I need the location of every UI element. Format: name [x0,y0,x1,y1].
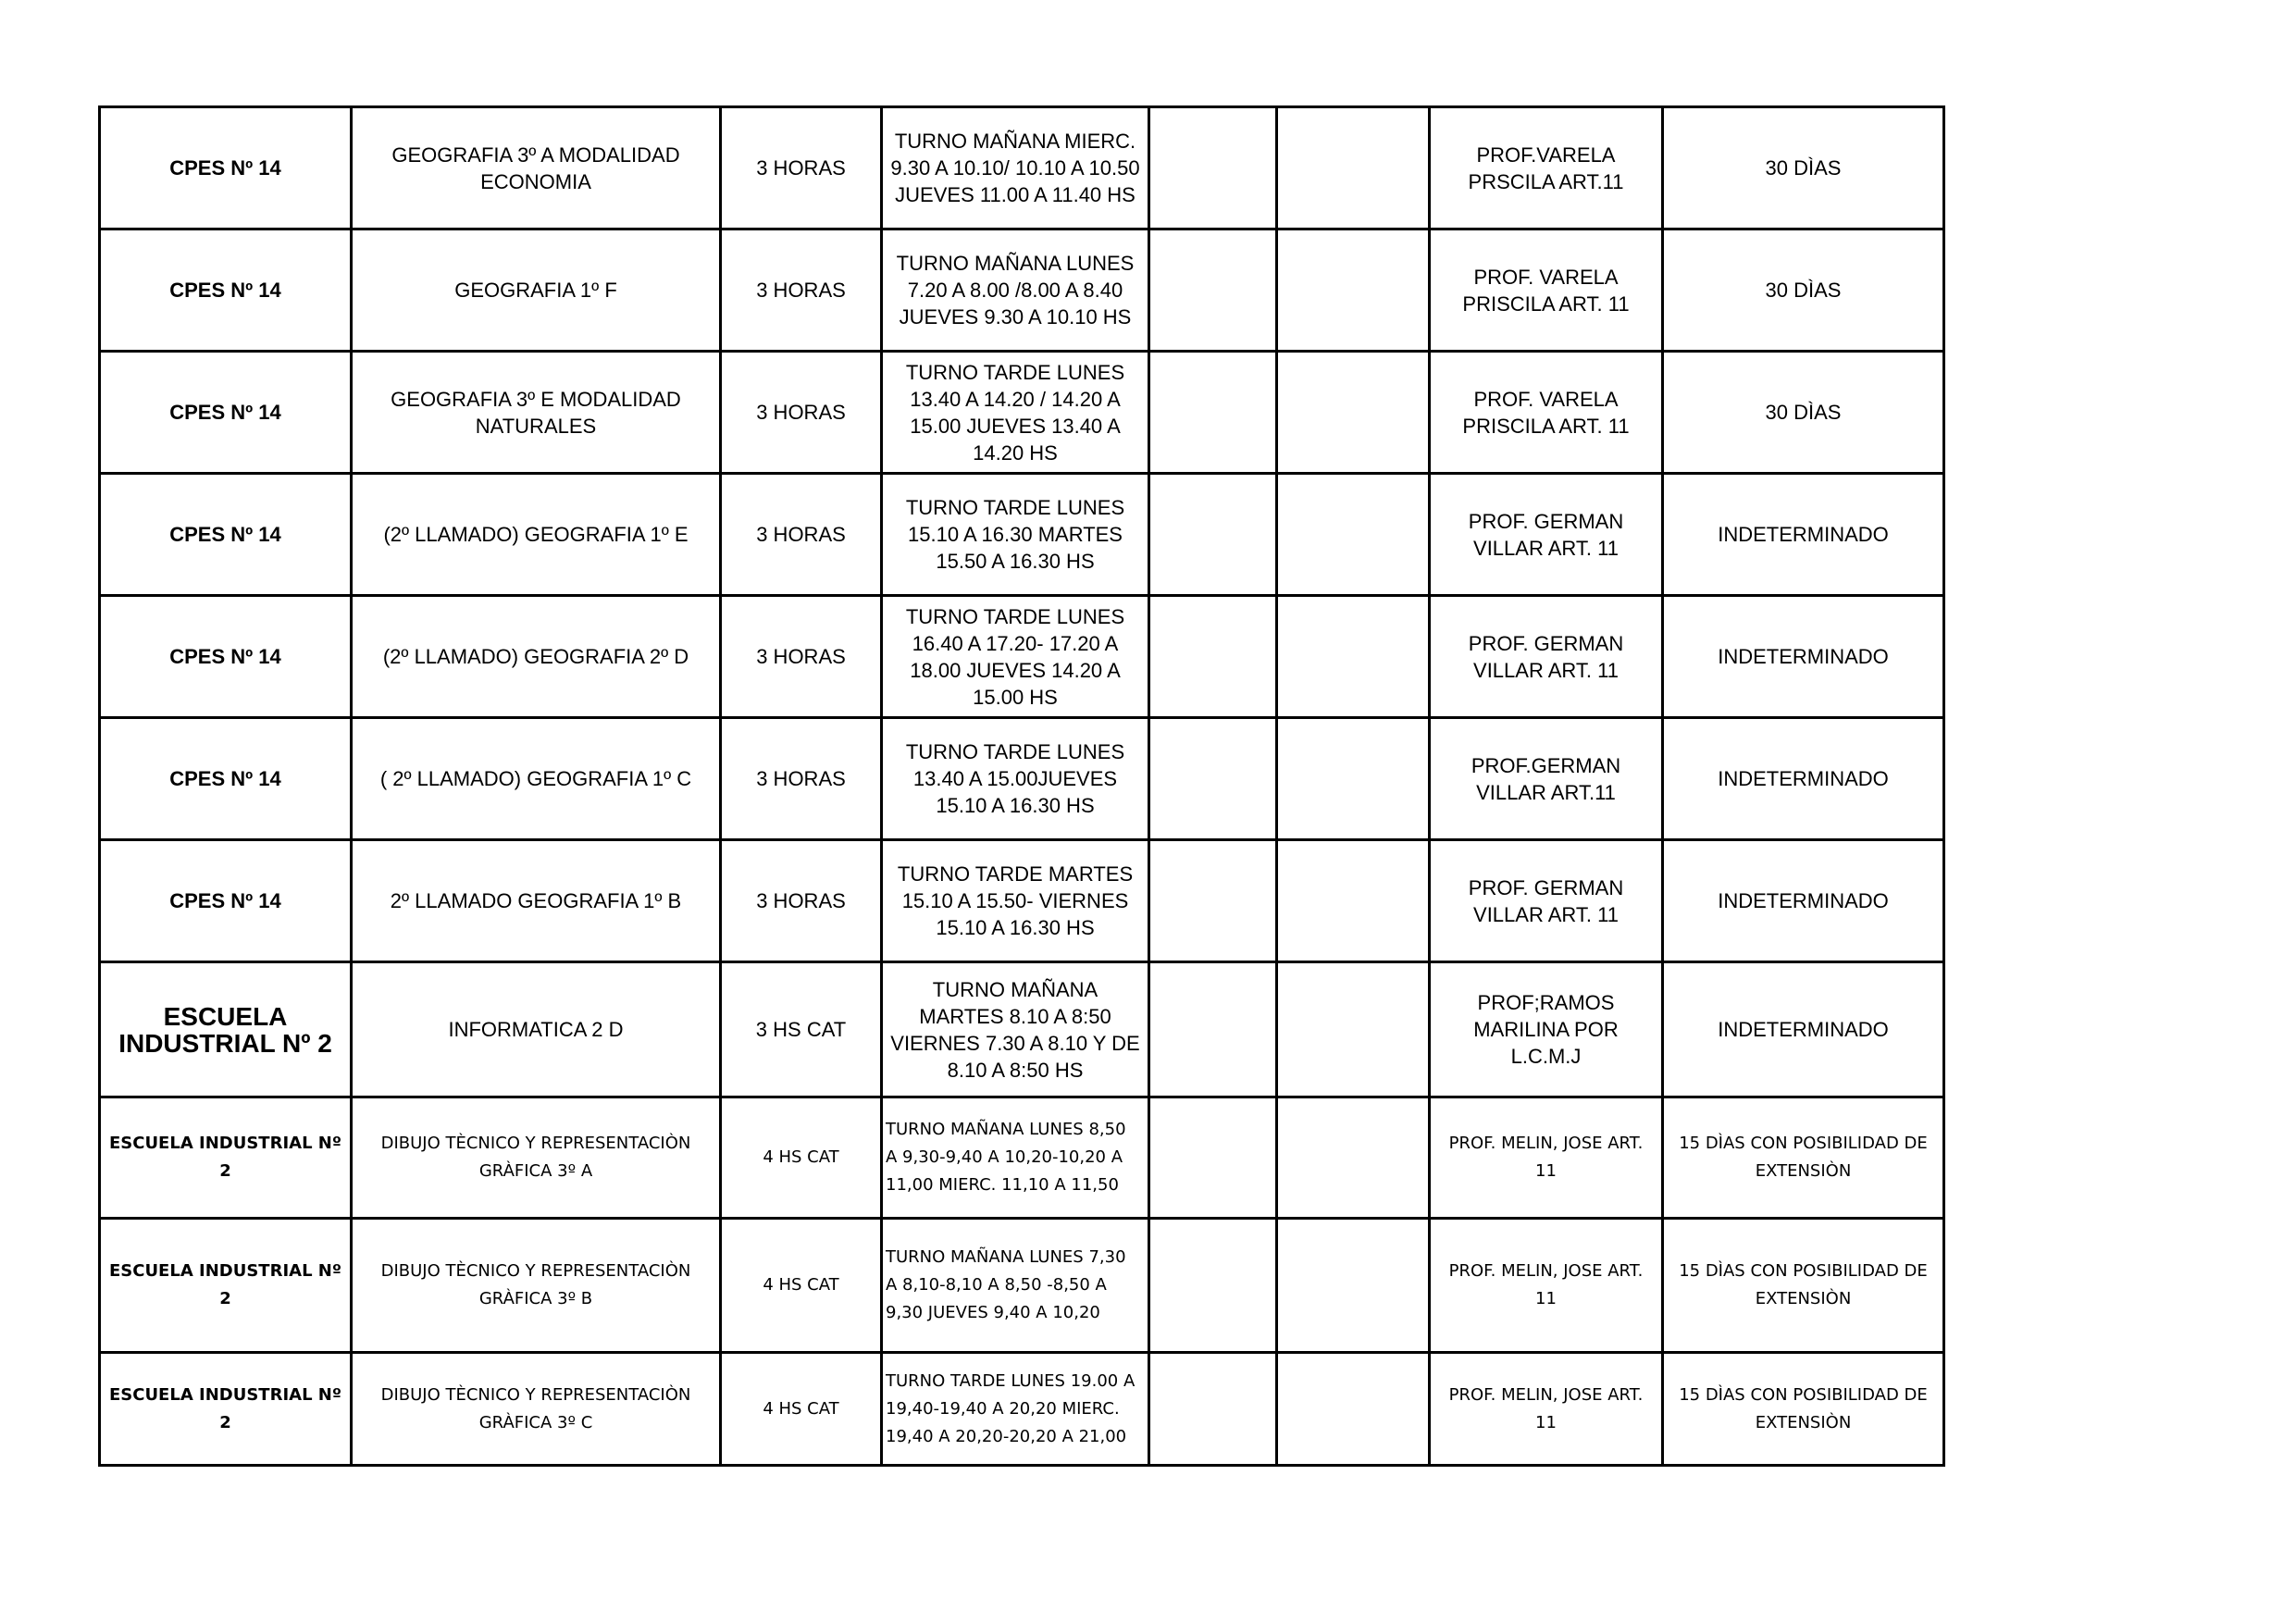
duration-cell: INDETERMINADO [1663,718,1944,840]
empty-cell [1277,718,1430,840]
table-row [100,840,1944,962]
teacher-cell: PROF. GERMAN VILLAR ART. 11 [1430,596,1663,718]
hours-cell: 3 HS CAT [721,962,882,1097]
subject-cell: DIBUJO TÈCNICO Y REPRESENTACIÒN GRÀFICA 3º B [352,1219,721,1353]
table-row [100,718,1944,840]
teacher-cell: PROF. GERMAN VILLAR ART. 11 [1430,474,1663,596]
empty-cell [1149,352,1277,474]
duration-cell: 30 DÌAS [1663,107,1944,229]
school-cell: CPES Nº 14 [100,840,352,962]
schedule-cell: TURNO MAÑANA LUNES 7,30 A 8,10-8,10 A 8,50 -8,50 A 9,30 JUEVES 9,40 A 10,20 [882,1219,1149,1353]
teacher-cell: PROF. MELIN, JOSE ART. 11 [1430,1097,1663,1219]
empty-cell [1277,352,1430,474]
subject-cell: INFORMATICA 2 D [352,962,721,1097]
duration-cell: 30 DÌAS [1663,229,1944,352]
empty-cell [1149,474,1277,596]
table-row [100,474,1944,596]
schedule-cell: TURNO MAÑANA MIERC. 9.30 A 10.10/ 10.10 A 10.50 JUEVES 11.00 A 11.40 HS [882,107,1149,229]
hours-cell: 3 HORAS [721,229,882,352]
empty-cell [1277,1097,1430,1219]
table-row [100,962,1944,1097]
empty-cell [1277,229,1430,352]
school-cell: CPES Nº 14 [100,229,352,352]
duration-cell: INDETERMINADO [1663,840,1944,962]
duration-cell: 30 DÌAS [1663,352,1944,474]
empty-cell [1277,840,1430,962]
duration-cell: INDETERMINADO [1663,474,1944,596]
empty-cell [1149,962,1277,1097]
empty-cell [1149,107,1277,229]
teacher-cell: PROF.GERMAN VILLAR ART.11 [1430,718,1663,840]
school-cell: CPES Nº 14 [100,474,352,596]
empty-cell [1277,1353,1430,1466]
empty-cell [1149,1353,1277,1466]
subject-cell: GEOGRAFIA 3º A MODALIDAD ECONOMIA [352,107,721,229]
subject-cell: (2º LLAMADO) GEOGRAFIA 2º D [352,596,721,718]
table-row [100,1219,1944,1353]
subject-cell: ( 2º LLAMADO) GEOGRAFIA 1º C [352,718,721,840]
table-row [100,1353,1944,1466]
teacher-cell: PROF. GERMAN VILLAR ART. 11 [1430,840,1663,962]
schedule-cell: TURNO TARDE LUNES 15.10 A 16.30 MARTES 15.50 A 16.30 HS [882,474,1149,596]
teacher-cell: PROF.VARELA PRSCILA ART.11 [1430,107,1663,229]
school-cell: CPES Nº 14 [100,718,352,840]
hours-cell: 3 HORAS [721,840,882,962]
hours-cell: 3 HORAS [721,107,882,229]
table-row [100,229,1944,352]
schedule-cell: TURNO MAÑANA MARTES 8.10 A 8:50 VIERNES 7.30 A 8.10 Y DE 8.10 A 8:50 HS [882,962,1149,1097]
empty-cell [1277,474,1430,596]
empty-cell [1149,1097,1277,1219]
empty-cell [1149,596,1277,718]
schedule-cell: TURNO TARDE LUNES 16.40 A 17.20- 17.20 A 18.00 JUEVES 14.20 A 15.00 HS [882,596,1149,718]
subject-cell: 2º LLAMADO GEOGRAFIA 1º B [352,840,721,962]
table-row [100,107,1944,229]
subject-cell: DIBUJO TÈCNICO Y REPRESENTACIÒN GRÀFICA 3º A [352,1097,721,1219]
table-row [100,352,1944,474]
duration-cell: 15 DÌAS CON POSIBILIDAD DE EXTENSIÒN [1663,1097,1944,1219]
school-cell: ESCUELA INDUSTRIAL Nº 2 [100,1097,352,1219]
empty-cell [1277,1219,1430,1353]
subject-cell: GEOGRAFIA 1º F [352,229,721,352]
school-cell: CPES Nº 14 [100,107,352,229]
school-cell: CPES Nº 14 [100,352,352,474]
duration-cell: 15 DÌAS CON POSIBILIDAD DE EXTENSIÒN [1663,1219,1944,1353]
subject-cell: GEOGRAFIA 3º E MODALIDAD NATURALES [352,352,721,474]
empty-cell [1277,596,1430,718]
empty-cell [1277,107,1430,229]
hours-cell: 3 HORAS [721,352,882,474]
empty-cell [1149,718,1277,840]
duration-cell: INDETERMINADO [1663,596,1944,718]
table-row [100,1097,1944,1219]
schedule-cell: TURNO TARDE LUNES 13.40 A 15.00JUEVES 15.10 A 16.30 HS [882,718,1149,840]
teacher-cell: PROF. VARELA PRISCILA ART. 11 [1430,352,1663,474]
schedule-cell: TURNO MAÑANA LUNES 7.20 A 8.00 /8.00 A 8.40 JUEVES 9.30 A 10.10 HS [882,229,1149,352]
vacancy-table [98,105,1945,1467]
duration-cell: INDETERMINADO [1663,962,1944,1097]
subject-cell: (2º LLAMADO) GEOGRAFIA 1º E [352,474,721,596]
hours-cell: 4 HS CAT [721,1219,882,1353]
teacher-cell: PROF. MELIN, JOSE ART. 11 [1430,1353,1663,1466]
schedule-cell: TURNO MAÑANA LUNES 8,50 A 9,30-9,40 A 10,20-10,20 A 11,00 MIERC. 11,10 A 11,50 [882,1097,1149,1219]
schedule-cell: TURNO TARDE MARTES 15.10 A 15.50- VIERNES 15.10 A 16.30 HS [882,840,1149,962]
empty-cell [1277,962,1430,1097]
teacher-cell: PROF;RAMOS MARILINA POR L.C.M.J [1430,962,1663,1097]
empty-cell [1149,840,1277,962]
empty-cell [1149,1219,1277,1353]
schedule-cell: TURNO TARDE LUNES 13.40 A 14.20 / 14.20 A 15.00 JUEVES 13.40 A 14.20 HS [882,352,1149,474]
school-cell: ESCUELA INDUSTRIAL Nº 2 [100,1353,352,1466]
teacher-cell: PROF. VARELA PRISCILA ART. 11 [1430,229,1663,352]
hours-cell: 4 HS CAT [721,1353,882,1466]
table-row [100,596,1944,718]
empty-cell [1149,229,1277,352]
schedule-cell: TURNO TARDE LUNES 19.00 A 19,40-19,40 A 20,20 MIERC. 19,40 A 20,20-20,20 A 21,00 [882,1353,1149,1466]
hours-cell: 3 HORAS [721,474,882,596]
duration-cell: 15 DÌAS CON POSIBILIDAD DE EXTENSIÒN [1663,1353,1944,1466]
school-cell: CPES Nº 14 [100,596,352,718]
hours-cell: 3 HORAS [721,718,882,840]
school-cell: ESCUELA INDUSTRIAL Nº 2 [100,1219,352,1353]
hours-cell: 4 HS CAT [721,1097,882,1219]
hours-cell: 3 HORAS [721,596,882,718]
school-cell: ESCUELA INDUSTRIAL Nº 2 [100,962,352,1097]
subject-cell: DIBUJO TÈCNICO Y REPRESENTACIÒN GRÀFICA 3º C [352,1353,721,1466]
teacher-cell: PROF. MELIN, JOSE ART. 11 [1430,1219,1663,1353]
